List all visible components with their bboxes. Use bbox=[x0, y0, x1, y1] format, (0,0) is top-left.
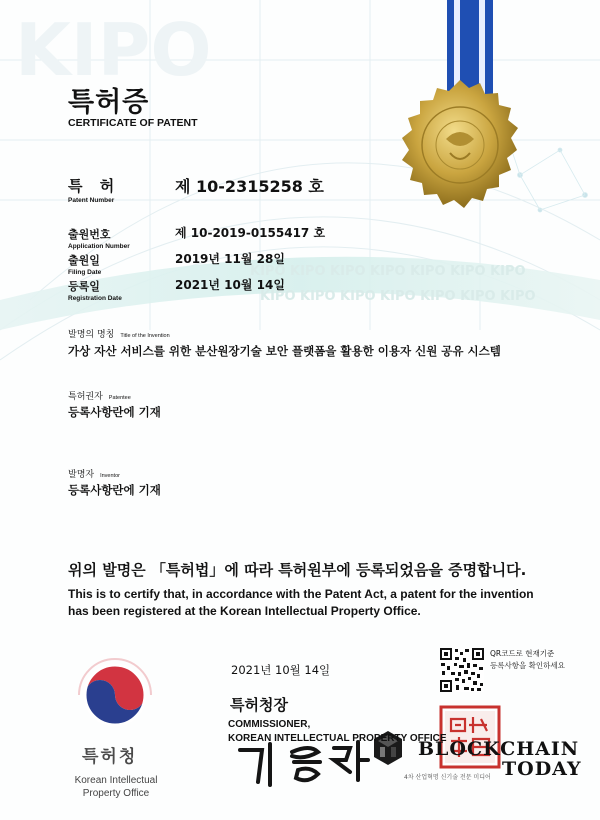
kipo-watermark: KIPO bbox=[15, 8, 212, 92]
registration-date-value: 2021년 10월 14일 bbox=[175, 278, 285, 292]
patentee-label bbox=[68, 389, 131, 402]
application-number-value: 제 10-2019-0155417 호 bbox=[175, 226, 326, 240]
invention-label-ko: 발명의 명칭 bbox=[68, 330, 115, 340]
application-label-en: Application Number bbox=[68, 243, 130, 250]
qr-code bbox=[440, 648, 484, 692]
registration-date-label bbox=[68, 278, 122, 302]
filing-label-ko: 출원일 bbox=[68, 254, 100, 267]
qr-note-line-1: QR코드로 현재기준 bbox=[490, 649, 555, 658]
patentee-value: 등록사항란에 기재 bbox=[68, 405, 161, 419]
filing-date-value: 2019년 11월 28일 bbox=[175, 252, 285, 266]
commissioner-title-ko: 특허청장 bbox=[230, 696, 288, 714]
issue-date: 2021년 10월 14일 bbox=[231, 663, 331, 677]
application-label-ko: 출원번호 bbox=[68, 228, 111, 241]
kipo-name-en: Korean Intellectual Property Office bbox=[74, 775, 158, 799]
patent-number-label bbox=[68, 175, 120, 204]
certificate-title-en: CERTIFICATE OF PATENT bbox=[68, 117, 198, 129]
commissioner-line-1: COMMISSIONER, bbox=[228, 719, 311, 730]
commissioner-line-2: KOREAN INTELLECTUAL PROPERTY OFFICE bbox=[228, 733, 447, 744]
overlay-tagline: 4차 산업혁명 신기술 전문 미디어 bbox=[404, 774, 491, 781]
kipo-name-ko: 특허청 bbox=[82, 747, 138, 767]
certification-statement-en: This is to certify that, in accordance with the Patent Act, a patent for the invention has been registered at the Korean Intellectual Property Office. bbox=[68, 587, 534, 618]
application-number-label bbox=[68, 226, 130, 250]
inventor-label-en: Inventor bbox=[100, 473, 120, 479]
qr-note-line-2: 등록사항을 확인하세요 bbox=[490, 661, 565, 670]
commissioner-title-en bbox=[228, 718, 447, 746]
overlay-watermark-line-2: TODAY bbox=[502, 758, 582, 780]
signature bbox=[240, 742, 368, 785]
patent-label-ko: 특 허 bbox=[68, 177, 121, 195]
filing-date-label bbox=[68, 252, 101, 276]
invention-title-label bbox=[68, 327, 170, 340]
registration-label-ko: 등록일 bbox=[68, 280, 100, 293]
filing-label-en: Filing Date bbox=[68, 269, 102, 276]
band-text: KIPO KIPO KIPO KIPO KIPO KIPO KIPO bbox=[250, 264, 526, 279]
overlay-watermark-line-1: BLOCKCHAIN bbox=[418, 738, 580, 760]
invention-label-en: Title of the Invention bbox=[120, 333, 170, 339]
inventor-label bbox=[68, 467, 120, 480]
patent-label-en: Patent Number bbox=[68, 197, 115, 204]
inventor-label-ko: 발명자 bbox=[68, 470, 95, 480]
certification-statement-ko: 위의 발명은 「특허법」에 따라 특허원부에 등록되었음을 증명합니다. bbox=[68, 561, 527, 579]
gold-seal bbox=[402, 80, 518, 208]
certificate-title-ko: 특허증 bbox=[68, 87, 150, 118]
qr-note bbox=[490, 648, 565, 672]
kipo-taegeuk-logo bbox=[79, 659, 151, 725]
registration-label-en: Registration Date bbox=[68, 295, 122, 302]
ribbon bbox=[447, 0, 493, 95]
band-text-2: KIPO KIPO KIPO KIPO KIPO KIPO KIPO bbox=[260, 289, 536, 304]
patent-number-value: 제 10-2315258 호 bbox=[175, 177, 324, 196]
patentee-label-ko: 특허권자 bbox=[68, 392, 103, 402]
inventor-value: 등록사항란에 기재 bbox=[68, 483, 161, 497]
invention-title-value: 가상 자산 서비스를 위한 분산원장기술 보안 플랫폼을 활용한 이용자 신원 공유 시스템 bbox=[68, 344, 501, 358]
patentee-label-en: Patentee bbox=[108, 395, 131, 401]
